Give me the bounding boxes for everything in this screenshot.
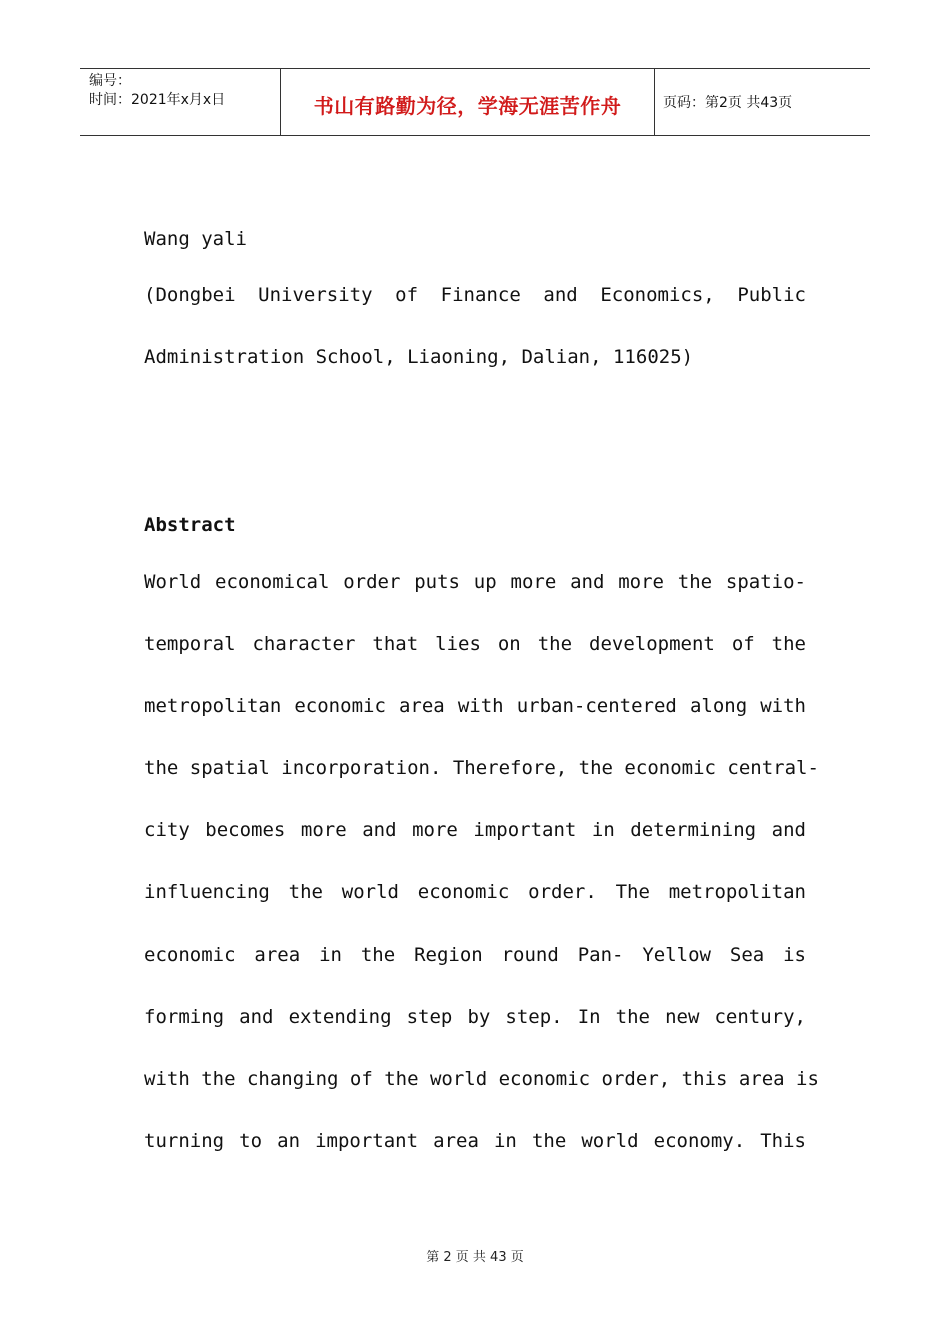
abstract-line: World economical order puts up more and more the spatio- — [144, 571, 806, 593]
header-meta-cell — [80, 69, 281, 135]
author-name: Wang yali — [144, 228, 247, 250]
abstract-heading: Abstract — [144, 514, 236, 536]
abstract-line: turning to an important area in the world economy. This — [144, 1130, 806, 1152]
abstract-line: the spatial incorporation. Therefore, the economic central- — [144, 757, 819, 779]
author-affiliation-line-2: Administration School, Liaoning, Dalian, 116025) — [144, 346, 694, 368]
header-page-label: 页码：第2页 共43页 — [663, 95, 793, 111]
footer-page-number: 第 2 页 共 43 页 — [426, 1250, 524, 1265]
header-page-cell — [655, 69, 870, 135]
abstract-line: metropolitan economic area with urban-centered along with — [144, 695, 806, 717]
header-motto: 书山有路勤为径，学海无涯苦作舟 — [313, 93, 622, 118]
abstract-line: city becomes more and more important in determining and — [144, 819, 806, 841]
abstract-line: forming and extending step by step. In the new century, — [144, 1006, 806, 1028]
header-motto-cell — [281, 69, 655, 135]
page-footer — [0, 1246, 950, 1265]
abstract-line: temporal character that lies on the development of the — [144, 633, 806, 655]
header-time-label: 时间：2021年x月x日 — [89, 92, 226, 108]
document-header — [80, 68, 870, 136]
abstract-line: economic area in the Region round Pan- Yellow Sea is — [144, 944, 806, 966]
header-number-label: 编号： — [89, 73, 131, 89]
author-affiliation-line-1: (Dongbei University of Finance and Economics, Public — [144, 284, 806, 306]
abstract-line: influencing the world economic order. The metropolitan — [144, 881, 806, 903]
abstract-line: with the changing of the world economic order, this area is — [144, 1068, 819, 1090]
